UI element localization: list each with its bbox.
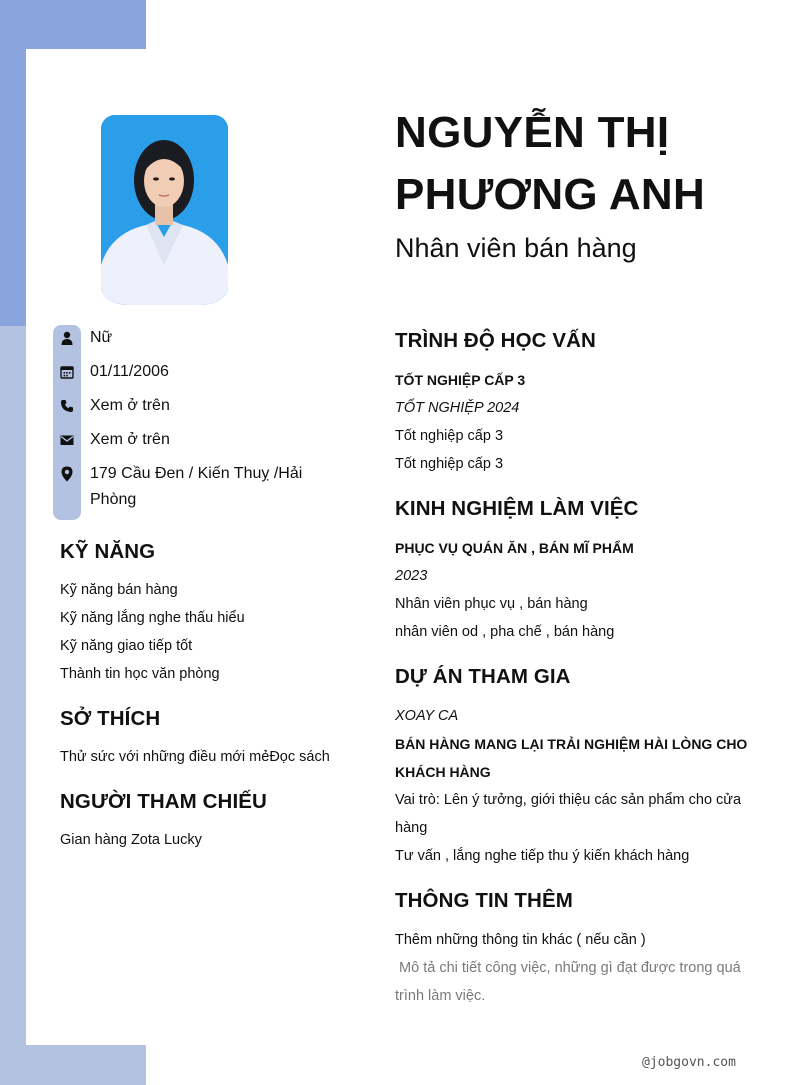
experience-title: KINH NGHIỆM LÀM VIỆC [395,497,639,520]
birthday-text: 01/11/2006 [90,363,169,380]
job-title: Nhân viên bán hàng [395,233,637,263]
skill-item: Kỹ năng bán hàng [60,582,178,598]
education-detail: Tốt nghiệp cấp 3 [395,456,504,472]
hobbies-title: SỞ THÍCH [60,707,161,730]
hobbies-text: Thử sức với những điều mới mẻĐọc sách [60,749,330,765]
project-headline-cont: KHÁCH HÀNG [395,764,491,780]
project-role-cont: hàng [395,820,428,836]
project-detail: Tư vấn , lắng nghe tiếp thu ý kiến khách hàng [395,848,690,864]
education-period: TỐT NGHIỆP 2024 [395,400,520,416]
project-headline: BÁN HÀNG MANG LẠI TRẢI NGHIỆM HÀI LÒNG CHO [395,736,748,752]
extra-line: Thêm những thông tin khác ( nếu cần ) [395,932,646,948]
full-name [395,102,705,226]
watermark: @jobgovn.com [642,1055,736,1070]
education-title: TRÌNH ĐỘ HỌC VẤN [395,329,596,352]
phone-text: Xem ở trên [90,397,170,414]
gender-text: Nữ [90,329,113,346]
education-school: TỐT NGHIỆP CẤP 3 [395,372,526,388]
extra-description-cont: trình làm việc. [395,988,486,1004]
references-text: Gian hàng Zota Lucky [60,832,202,848]
phone-icon [60,399,74,413]
projects-title: DỰ ÁN THAM GIA [395,665,571,688]
education-detail: Tốt nghiệp cấp 3 [395,428,504,444]
skill-item: Thành tin học văn phòng [60,666,220,682]
decor-band-bottom [0,1045,146,1085]
experience-detail: Nhân viên phục vụ , bán hàng [395,596,588,612]
email-icon [60,433,74,447]
contact-icon-bar [53,325,81,520]
profile-photo [101,115,228,305]
skills-title: KỸ NĂNG [60,540,156,563]
skill-item: Kỹ năng lắng nghe thấu hiểu [60,610,245,626]
experience-company: PHỤC VỤ QUÁN ĂN , BÁN MĨ PHẨM [395,540,634,556]
full-name-line1: NGUYỄN THỊ [395,108,670,157]
project-role: Vai trò: Lên ý tưởng, giới thiệu các sản phẩm cho cửa [395,792,742,808]
experience-period: 2023 [395,568,428,584]
references-title: NGƯỜI THAM CHIẾU [60,790,267,813]
location-icon [60,466,74,480]
experience-detail: nhân viên od , pha chế , bán hàng [395,624,615,640]
extra-title: THÔNG TIN THÊM [395,889,573,912]
calendar-icon [60,365,74,379]
extra-description: Mô tả chi tiết công việc, những gì đạt được trong quá [395,960,741,976]
skill-item: Kỹ năng giao tiếp tốt [60,638,193,654]
email-text: Xem ở trên [90,431,170,448]
project-name: XOAY CA [395,708,459,724]
address-text: 179 Cầu Đen / Kiến Thuỵ /Hải Phòng [90,465,303,508]
person-icon [60,331,74,345]
decor-band-side [0,326,26,1085]
full-name-line2: PHƯƠNG ANH [395,170,706,219]
